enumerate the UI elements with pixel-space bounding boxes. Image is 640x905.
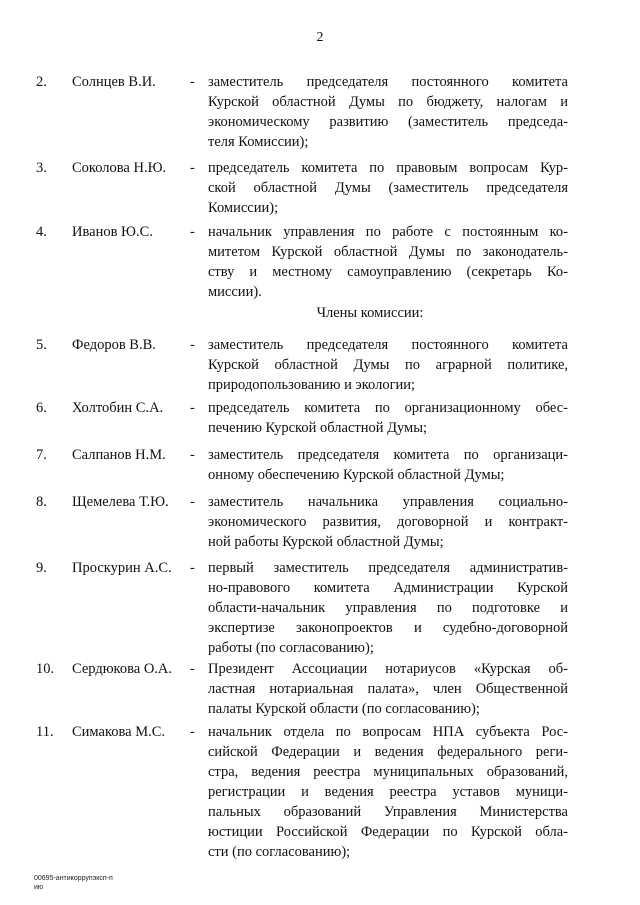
entry-position-description [208,398,568,438]
entry-number: 2. [36,74,47,90]
entry-dash: - [190,447,195,463]
entry-description-line: миссии). [208,284,262,300]
entry-description-line: работы (по согласованию); [208,640,374,656]
entry-position-description [208,445,568,485]
entry-description-line: митетом Курской областной Думы по законодатель- [208,244,568,260]
entry-description-line: природопользованию и экологии; [208,377,416,393]
entry-description-line: стра, ведения реестра муниципальных образований, [208,764,568,780]
entry-description-line: сийской Федерации и ведения федерального реги- [208,744,568,760]
entry-description-line: ской областной Думы (заместитель председателя [208,180,568,196]
entry-person-name: Салпанов Н.М. [72,447,166,463]
entry-number: 8. [36,494,47,510]
entry-person-name: Солнцев В.И. [72,74,156,90]
entry-number: 7. [36,447,47,463]
document-code-line: ию [34,884,44,891]
page-number: 2 [316,30,324,45]
entry-dash: - [190,160,195,176]
entry-position-description [208,558,568,658]
entry-description-line: палаты Курской области (по согласованию); [208,701,480,717]
entry-description-line: ной работы Курской областной Думы; [208,534,444,550]
entry-description-line: экспертизе законопроектов и судебно-договорной [208,620,568,636]
entry-dash: - [190,661,195,677]
entry-position-description [208,158,568,218]
entry-position-description [208,335,568,395]
entry-position-description [208,72,568,152]
entry-number: 11. [36,724,54,740]
entry-description-line: ству и местному самоуправлению (секретарь Ко- [208,264,568,280]
entry-dash: - [190,494,195,510]
entry-dash: - [190,224,195,240]
entry-description-line: заместитель председателя постоянного комитета [208,337,568,353]
document-code-line: 00695-антикоррупэксп-п [34,875,113,882]
entry-dash: - [190,400,195,416]
entry-dash: - [190,724,195,740]
entry-description-line: экономического развития, договорной и контракт- [208,514,568,530]
entry-number: 9. [36,560,47,576]
entry-person-name: Проскурин А.С. [72,560,172,576]
entry-position-description [208,659,568,719]
entry-description-line: печению Курской областной Думы; [208,420,428,436]
entry-person-name: Холтобин С.А. [72,400,164,416]
entry-person-name: Иванов Ю.С. [72,224,153,240]
entry-description-line: теля Комиссии); [208,134,309,150]
entry-description-line: юстиции Российской Федерации по Курской обла- [208,824,568,840]
entry-description-line: сти (по согласованию); [208,844,351,860]
entry-description-line: Курской областной Думы по аграрной политике, [208,357,568,373]
entry-description-line: заместитель председателя постоянного комитета [208,74,568,90]
entry-position-description [208,222,568,302]
entry-description-line: Президент Ассоциации нотариусов «Курская об- [208,661,568,677]
entry-description-line: начальник управления по работе с постоянным ко- [208,224,568,240]
entry-description-line: но-правового комитета Администрации Курской [208,580,568,596]
entry-dash: - [190,74,195,90]
entry-number: 3. [36,160,47,176]
entry-description-line: заместитель начальника управления социально- [208,494,568,510]
entry-position-description [208,722,568,862]
entry-dash: - [190,337,195,353]
entry-person-name: Щемелева Т.Ю. [72,494,169,510]
members-subheading: Члены комиссии: [316,305,424,321]
entry-description-line: Комиссии); [208,200,279,216]
entry-dash: - [190,560,195,576]
entry-position-description [208,492,568,552]
document-code [34,874,113,892]
entry-person-name: Соколова Н.Ю. [72,160,167,176]
entry-description-line: начальник отдела по вопросам НПА субъекта Рос- [208,724,568,740]
entry-description-line: пальных образований Управления Министерства [208,804,568,820]
entry-person-name: Сердюкова О.А. [72,661,173,677]
entry-description-line: экономическому развитию (заместитель председа- [208,114,568,130]
entry-number: 5. [36,337,47,353]
entry-description-line: первый заместитель председателя административ- [208,560,568,576]
entry-description-line: председатель комитета по правовым вопросам Кур- [208,160,568,176]
entry-description-line: ластная нотариальная палата», член Общественной [208,681,568,697]
entry-number: 4. [36,224,47,240]
entry-description-line: онному обеспечению Курской областной Думы; [208,467,505,483]
entry-description-line: председатель комитета по организационному обес- [208,400,568,416]
entry-number: 10. [36,661,55,677]
entry-description-line: области-начальник управления по подготовке и [208,600,568,616]
entry-number: 6. [36,400,47,416]
entry-description-line: заместитель председателя комитета по организаци- [208,447,568,463]
entry-description-line: Курской областной Думы по бюджету, налогам и [208,94,568,110]
entry-person-name: Федоров В.В. [72,337,156,353]
entry-person-name: Симакова М.С. [72,724,166,740]
entry-description-line: регистрации и ведения реестра уставов муници- [208,784,568,800]
